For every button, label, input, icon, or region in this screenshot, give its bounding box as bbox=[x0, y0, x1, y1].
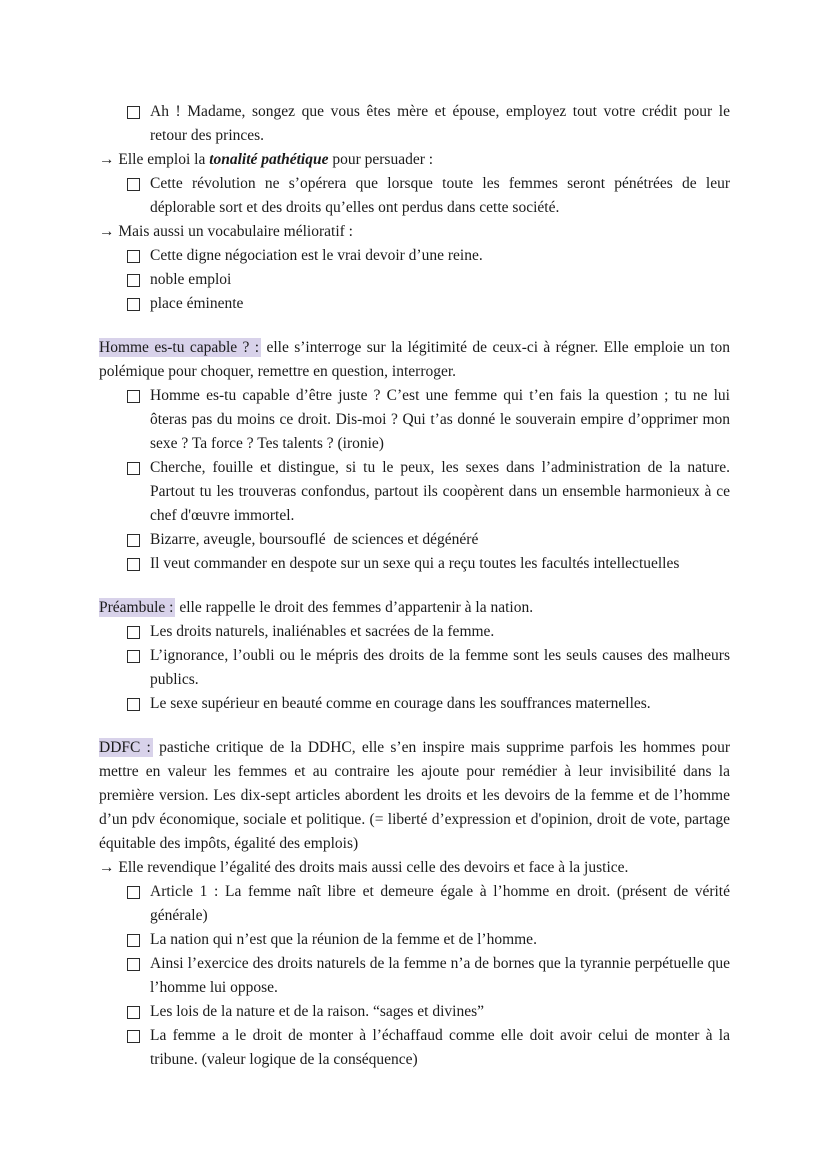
checkbox-icon bbox=[127, 250, 140, 263]
arrow-note-text: Mais aussi un vocabulaire mélioratif : bbox=[118, 223, 353, 240]
bullet-text: Les droits naturels, inaliénables et sacrées de la femme. bbox=[150, 623, 495, 640]
checkbox-icon bbox=[127, 274, 140, 287]
arrow-note-text: Elle emploi la bbox=[118, 151, 210, 168]
bullet-text: Ah ! Madame, songez que vous êtes mère et épouse, employez tout votre crédit pour le retour des princes. bbox=[150, 103, 730, 144]
arrow-icon: → bbox=[99, 223, 119, 240]
checkbox-bullet-item bbox=[99, 620, 730, 644]
checkbox-icon bbox=[127, 534, 140, 547]
arrow-note bbox=[99, 148, 730, 172]
bullet-text: Ainsi l’exercice des droits naturels de la femme n’a de bornes que la tyrannie perpétuelle que l’homme lui oppose. bbox=[150, 955, 730, 996]
section-group-3 bbox=[99, 596, 730, 716]
bullet-text: L’ignorance, l’oubli ou le mépris des droits de la femme sont les seuls causes des malheurs publics. bbox=[150, 647, 730, 688]
checkbox-bullet-item bbox=[99, 244, 730, 268]
checkbox-bullet-item bbox=[99, 644, 730, 692]
arrow-note-text: Elle revendique l’égalité des droits mais aussi celle des devoirs et face à la justice. bbox=[118, 859, 629, 876]
checkbox-icon bbox=[127, 886, 140, 899]
bullet-text: Article 1 : La femme naît libre et demeure égale à l’homme en droit. (présent de vérité générale) bbox=[150, 883, 730, 924]
bullet-text: noble emploi bbox=[150, 271, 232, 288]
checkbox-bullet-item bbox=[99, 456, 730, 528]
checkbox-icon bbox=[127, 462, 140, 475]
checkbox-bullet-item bbox=[99, 100, 730, 148]
emphasis-text: tonalité pathétique bbox=[209, 151, 329, 168]
checkbox-bullet-item bbox=[99, 952, 730, 1000]
checkbox-icon bbox=[127, 934, 140, 947]
arrow-note-text: pour persuader : bbox=[328, 151, 434, 168]
section-heading-highlight: DDFC : bbox=[99, 739, 151, 756]
checkbox-bullet-item bbox=[99, 1024, 730, 1072]
section-group-2 bbox=[99, 336, 730, 576]
checkbox-bullet-item bbox=[99, 552, 730, 576]
bullet-text: Homme es-tu capable d’être juste ? C’est une femme qui t’en fais la question ; tu ne lui ôteras pas du moins ce droit. Dis-moi ? Qui t’as donné le souverain empire d’opprimer mon sexe ? Ta force ? Tes talents ? (ironie) bbox=[150, 387, 730, 452]
section-heading-highlight: Homme es-tu capable ? : bbox=[99, 339, 260, 356]
checkbox-bullet-item bbox=[99, 528, 730, 552]
arrow-note bbox=[99, 856, 730, 880]
bullet-text: place éminente bbox=[150, 295, 244, 312]
checkbox-bullet-item bbox=[99, 268, 730, 292]
section-intro: Homme es-tu capable ? : elle s’interroge sur la légitimité de ceux-ci à régner. Elle emploie un ton polémique pour choquer, remettre en question, interroger. bbox=[99, 339, 731, 380]
checkbox-bullet-item bbox=[99, 928, 730, 952]
checkbox-icon bbox=[127, 298, 140, 311]
arrow-icon: → bbox=[99, 151, 119, 168]
checkbox-icon bbox=[127, 650, 140, 663]
checkbox-bullet-item bbox=[99, 384, 730, 456]
bullet-text: Le sexe supérieur en beauté comme en courage dans les souffrances maternelles. bbox=[150, 695, 651, 712]
checkbox-bullet-item bbox=[99, 292, 730, 316]
bullet-text: Bizarre, aveugle, boursouflé de sciences et dégénéré bbox=[150, 531, 479, 548]
bullet-text: La femme a le droit de monter à l’échaffaud comme elle doit avoir celui de monter à la tribune. (valeur logique de la conséquence) bbox=[150, 1027, 730, 1068]
checkbox-icon bbox=[127, 1006, 140, 1019]
section-group-4 bbox=[99, 736, 730, 1072]
checkbox-icon bbox=[127, 1030, 140, 1043]
bullet-text: La nation qui n’est que la réunion de la femme et de l’homme. bbox=[150, 931, 537, 948]
checkbox-bullet-item bbox=[99, 692, 730, 716]
checkbox-icon bbox=[127, 558, 140, 571]
arrow-icon: → bbox=[99, 859, 119, 876]
checkbox-icon bbox=[127, 626, 140, 639]
bullet-text: Cette digne négociation est le vrai devoir d’une reine. bbox=[150, 247, 483, 264]
section-group-1 bbox=[99, 100, 730, 316]
checkbox-icon bbox=[127, 958, 140, 971]
section-intro: Préambule : elle rappelle le droit des femmes d’appartenir à la nation. bbox=[99, 599, 534, 616]
checkbox-bullet-item bbox=[99, 172, 730, 220]
checkbox-icon bbox=[127, 390, 140, 403]
bullet-text: Il veut commander en despote sur un sexe qui a reçu toutes les facultés intellectuelles bbox=[150, 555, 680, 572]
bullet-text: Cette révolution ne s’opérera que lorsque toute les femmes seront pénétrées de leur déplorable sort et des droits qu’elles ont perdus dans cette société. bbox=[150, 175, 730, 216]
section-heading-highlight: Préambule : bbox=[99, 599, 174, 616]
checkbox-bullet-item bbox=[99, 1000, 730, 1024]
checkbox-bullet-item bbox=[99, 880, 730, 928]
arrow-note bbox=[99, 220, 730, 244]
bullet-text: Cherche, fouille et distingue, si tu le peux, les sexes dans l’administration de la nature. Partout tu les trouveras confondus, partout ils coopèrent dans un ensemble harmonieux à ce chef d'œuvre immortel. bbox=[150, 459, 730, 524]
section-intro: DDFC : pastiche critique de la DDHC, elle s’en inspire mais supprime parfois les hommes pour mettre en valeur les femmes et au contraire les ajoute pour remédier à leur invisibilité dans la première version. Les dix-sept articles abordent les droits et les devoirs de la femme et de l’homme d’un pdv économique, sociale et politique. (= liberté d’expression et d'opinion, droit de vote, partage équitable des impôts, égalité des emplois) bbox=[99, 739, 730, 852]
checkbox-icon bbox=[127, 106, 140, 119]
checkbox-icon bbox=[127, 178, 140, 191]
checkbox-icon bbox=[127, 698, 140, 711]
bullet-text: Les lois de la nature et de la raison. “sages et divines” bbox=[150, 1003, 484, 1020]
